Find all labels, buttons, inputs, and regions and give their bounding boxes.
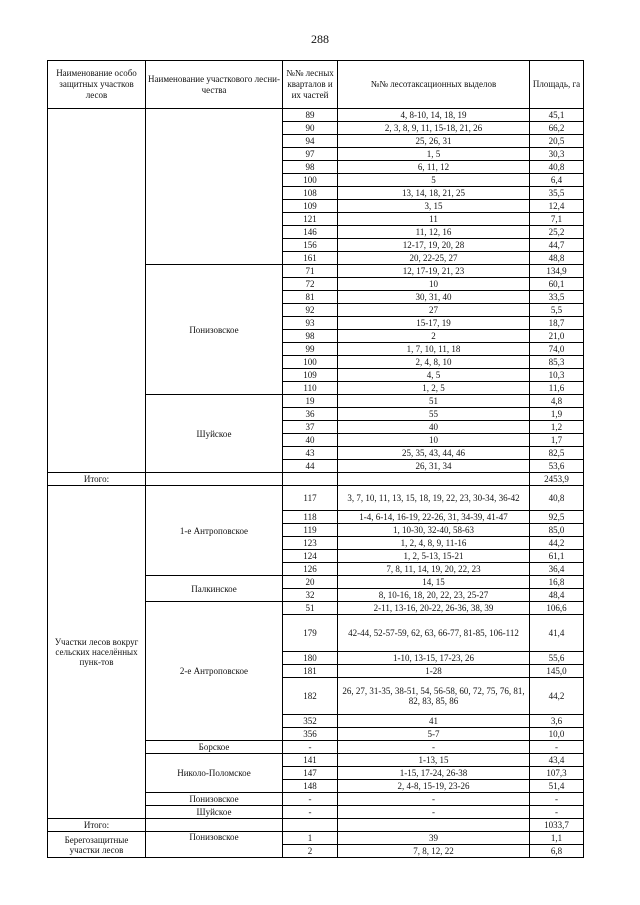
square-cell: 6,8 (530, 845, 584, 858)
total-value: 2453,9 (530, 473, 584, 486)
square-cell: 3,6 (530, 715, 584, 728)
table-row (48, 832, 584, 845)
plots-cell: 15-17, 19 (338, 317, 530, 330)
plots-cell: - (338, 806, 530, 819)
plots-cell: 8, 10-16, 18, 20, 22, 23, 25-27 (338, 589, 530, 602)
plots-cell: 2 (338, 330, 530, 343)
quarter-cell: 100 (283, 174, 338, 187)
quarter-cell: 19 (283, 395, 338, 408)
protected-forest-table (47, 60, 584, 858)
quarter-cell: 141 (283, 754, 338, 767)
quarter-cell: 123 (283, 537, 338, 550)
plots-cell: 2, 4-8, 15-19, 23-26 (338, 780, 530, 793)
square-cell: 4,8 (530, 395, 584, 408)
forestry-cell-antropovskoe-2: 2-е Антроповское (146, 602, 283, 741)
square-cell: 35,5 (530, 187, 584, 200)
square-cell: 82,5 (530, 447, 584, 460)
square-cell: - (530, 806, 584, 819)
plots-cell: 41 (338, 715, 530, 728)
quarter-cell: 124 (283, 550, 338, 563)
area-cell-group1 (48, 109, 146, 473)
plots-cell: 1, 2, 4, 8, 9, 11-16 (338, 537, 530, 550)
square-cell: 36,4 (530, 563, 584, 576)
square-cell: - (530, 741, 584, 754)
square-cell: 40,8 (530, 161, 584, 174)
quarter-cell: 108 (283, 187, 338, 200)
square-cell: 134,9 (530, 265, 584, 278)
area-cell-shore-protection: Берегозащитные участки лесов (48, 832, 146, 858)
quarter-cell: 147 (283, 767, 338, 780)
square-cell: 48,8 (530, 252, 584, 265)
square-cell: 16,8 (530, 576, 584, 589)
forestry-cell-ponizovskoe: Понизовское (146, 265, 283, 395)
plots-cell: 13, 14, 18, 21, 25 (338, 187, 530, 200)
plots-cell: 3, 15 (338, 200, 530, 213)
quarter-cell: 121 (283, 213, 338, 226)
total-label: Итого: (48, 473, 146, 486)
square-cell: 48,4 (530, 589, 584, 602)
header-area: Наименование особо защитных участков лесов (48, 61, 146, 109)
quarter-cell: 20 (283, 576, 338, 589)
forestry-cell-borskoe: Борское (146, 741, 283, 754)
plots-cell: 26, 27, 31-35, 38-51, 54, 56-58, 60, 72, 75, 76, 81, 82, 83, 85, 86 (338, 678, 530, 715)
quarter-cell: 81 (283, 291, 338, 304)
quarter-cell: - (283, 806, 338, 819)
quarter-cell: 37 (283, 421, 338, 434)
forestry-cell-unnamed (146, 109, 283, 265)
square-cell: 85,3 (530, 356, 584, 369)
plots-cell: 26, 31, 34 (338, 460, 530, 473)
quarter-cell: 179 (283, 615, 338, 652)
square-cell: 18,7 (530, 317, 584, 330)
quarter-cell: 118 (283, 511, 338, 524)
quarter-cell: - (283, 793, 338, 806)
plots-cell: 42-44, 52-57-59, 62, 63, 66-77, 81-85, 106-112 (338, 615, 530, 652)
quarter-cell: 72 (283, 278, 338, 291)
quarter-cell: 109 (283, 200, 338, 213)
quarter-cell: 92 (283, 304, 338, 317)
square-cell: - (530, 793, 584, 806)
square-cell: 1,1 (530, 832, 584, 845)
square-cell: 51,4 (530, 780, 584, 793)
quarter-cell: 356 (283, 728, 338, 741)
square-cell: 20,5 (530, 135, 584, 148)
plots-cell: 4, 5 (338, 369, 530, 382)
plots-cell: 1, 2, 5-13, 15-21 (338, 550, 530, 563)
square-cell: 45,1 (530, 109, 584, 122)
quarter-cell: 93 (283, 317, 338, 330)
square-cell: 60,1 (530, 278, 584, 291)
quarter-cell: 90 (283, 122, 338, 135)
header-square: Площадь, га (530, 61, 584, 109)
plots-cell: 20, 22-25, 27 (338, 252, 530, 265)
forestry-cell-palkinskoe: Палкинское (146, 576, 283, 602)
total-value: 1033,7 (530, 819, 584, 832)
square-cell: 25,2 (530, 226, 584, 239)
quarter-cell: 40 (283, 434, 338, 447)
quarter-cell: 110 (283, 382, 338, 395)
square-cell: 7,1 (530, 213, 584, 226)
square-cell: 41,4 (530, 615, 584, 652)
table-row (48, 109, 584, 122)
square-cell: 66,2 (530, 122, 584, 135)
plots-cell: 10 (338, 434, 530, 447)
square-cell: 1,2 (530, 421, 584, 434)
quarter-cell: 181 (283, 665, 338, 678)
total-label: Итого: (48, 819, 146, 832)
quarter-cell: 1 (283, 832, 338, 845)
quarter-cell: 89 (283, 109, 338, 122)
quarter-cell: 44 (283, 460, 338, 473)
plots-cell: 11 (338, 213, 530, 226)
quarter-cell: 146 (283, 226, 338, 239)
quarter-cell: 156 (283, 239, 338, 252)
plots-cell: 40 (338, 421, 530, 434)
forestry-cell-ponizovskoe: Понизовское (146, 793, 283, 806)
quarter-cell: 180 (283, 652, 338, 665)
square-cell: 30,3 (530, 148, 584, 161)
table-header-row (48, 61, 584, 109)
quarter-cell: 99 (283, 343, 338, 356)
forestry-cell-nikolo-polomskoe: Николо-Поломское (146, 754, 283, 793)
plots-cell: 1-10, 13-15, 17-23, 26 (338, 652, 530, 665)
total-row (48, 819, 584, 832)
plots-cell: 5-7 (338, 728, 530, 741)
quarter-cell: 2 (283, 845, 338, 858)
plots-cell: 12-17, 19, 20, 28 (338, 239, 530, 252)
square-cell: 6,4 (530, 174, 584, 187)
square-cell: 12,4 (530, 200, 584, 213)
plots-cell: 14, 15 (338, 576, 530, 589)
plots-cell: 51 (338, 395, 530, 408)
square-cell: 107,3 (530, 767, 584, 780)
quarter-cell: 98 (283, 330, 338, 343)
plots-cell: - (338, 741, 530, 754)
square-cell: 145,0 (530, 665, 584, 678)
quarter-cell: 109 (283, 369, 338, 382)
square-cell: 1,9 (530, 408, 584, 421)
forestry-cell-shuyskoe: Шуйское (146, 806, 283, 819)
plots-cell: 2-11, 13-16, 20-22, 26-36, 38, 39 (338, 602, 530, 615)
plots-cell: 39 (338, 832, 530, 845)
quarter-cell: 117 (283, 486, 338, 511)
quarter-cell: 100 (283, 356, 338, 369)
quarter-cell: 148 (283, 780, 338, 793)
forestry-cell-antropovskoe-1: 1-е Антроповское (146, 486, 283, 576)
quarter-cell: 126 (283, 563, 338, 576)
quarter-cell: 182 (283, 678, 338, 715)
plots-cell: 1-13, 15 (338, 754, 530, 767)
quarter-cell: 161 (283, 252, 338, 265)
quarter-cell: 71 (283, 265, 338, 278)
plots-cell: 2, 3, 8, 9, 11, 15-18, 21, 26 (338, 122, 530, 135)
square-cell: 55,6 (530, 652, 584, 665)
plots-cell: 55 (338, 408, 530, 421)
quarter-cell: 98 (283, 161, 338, 174)
table-row (48, 486, 584, 511)
plots-cell: - (338, 793, 530, 806)
plots-cell: 4, 8-10, 14, 18, 19 (338, 109, 530, 122)
square-cell: 11,6 (530, 382, 584, 395)
quarter-cell: 352 (283, 715, 338, 728)
quarter-cell: 43 (283, 447, 338, 460)
quarter-cell: 32 (283, 589, 338, 602)
quarter-cell: 36 (283, 408, 338, 421)
plots-cell: 30, 31, 40 (338, 291, 530, 304)
square-cell: 85,0 (530, 524, 584, 537)
plots-cell: 7, 8, 11, 14, 19, 20, 22, 23 (338, 563, 530, 576)
plots-cell: 25, 26, 31 (338, 135, 530, 148)
quarter-cell: 119 (283, 524, 338, 537)
area-cell-settlements: Участки лесов вокруг сельских населённых пунк-тов (48, 486, 146, 819)
plots-cell: 5 (338, 174, 530, 187)
forestry-cell-ponizovskoe: Понизовское (146, 832, 283, 858)
square-cell: 5,5 (530, 304, 584, 317)
square-cell: 53,6 (530, 460, 584, 473)
plots-cell: 1-28 (338, 665, 530, 678)
header-quarters: №№ лесных кварталов и их частей (283, 61, 338, 109)
total-row (48, 473, 584, 486)
plots-cell: 1, 2, 5 (338, 382, 530, 395)
square-cell: 21,0 (530, 330, 584, 343)
square-cell: 74,0 (530, 343, 584, 356)
square-cell: 10,0 (530, 728, 584, 741)
plots-cell: 1-4, 6-14, 16-19, 22-26, 31, 34-39, 41-47 (338, 511, 530, 524)
header-forestry: Наименование участкового лесни-чества (146, 61, 283, 109)
square-cell: 33,5 (530, 291, 584, 304)
square-cell: 44,7 (530, 239, 584, 252)
plots-cell: 12, 17-19, 21, 23 (338, 265, 530, 278)
quarter-cell: - (283, 741, 338, 754)
plots-cell: 27 (338, 304, 530, 317)
header-plots: №№ лесотаксационных выделов (338, 61, 530, 109)
quarter-cell: 97 (283, 148, 338, 161)
square-cell: 44,2 (530, 678, 584, 715)
quarter-cell: 94 (283, 135, 338, 148)
square-cell: 10,3 (530, 369, 584, 382)
square-cell: 40,8 (530, 486, 584, 511)
plots-cell: 1, 5 (338, 148, 530, 161)
quarter-cell: 51 (283, 602, 338, 615)
square-cell: 92,5 (530, 511, 584, 524)
plots-cell: 10 (338, 278, 530, 291)
plots-cell: 3, 7, 10, 11, 13, 15, 18, 19, 22, 23, 30-34, 36-42 (338, 486, 530, 511)
forestry-cell-shuyskoe: Шуйское (146, 395, 283, 473)
square-cell: 44,2 (530, 537, 584, 550)
square-cell: 106,6 (530, 602, 584, 615)
square-cell: 61,1 (530, 550, 584, 563)
square-cell: 1,7 (530, 434, 584, 447)
plots-cell: 25, 35, 43, 44, 46 (338, 447, 530, 460)
plots-cell: 7, 8, 12, 22 (338, 845, 530, 858)
plots-cell: 1-15, 17-24, 26-38 (338, 767, 530, 780)
plots-cell: 11, 12, 16 (338, 226, 530, 239)
page-number: 288 (311, 32, 329, 46)
plots-cell: 1, 7, 10, 11, 18 (338, 343, 530, 356)
square-cell: 43,4 (530, 754, 584, 767)
plots-cell: 2, 4, 8, 10 (338, 356, 530, 369)
plots-cell: 6, 11, 12 (338, 161, 530, 174)
plots-cell: 1, 10-30, 32-40, 58-63 (338, 524, 530, 537)
